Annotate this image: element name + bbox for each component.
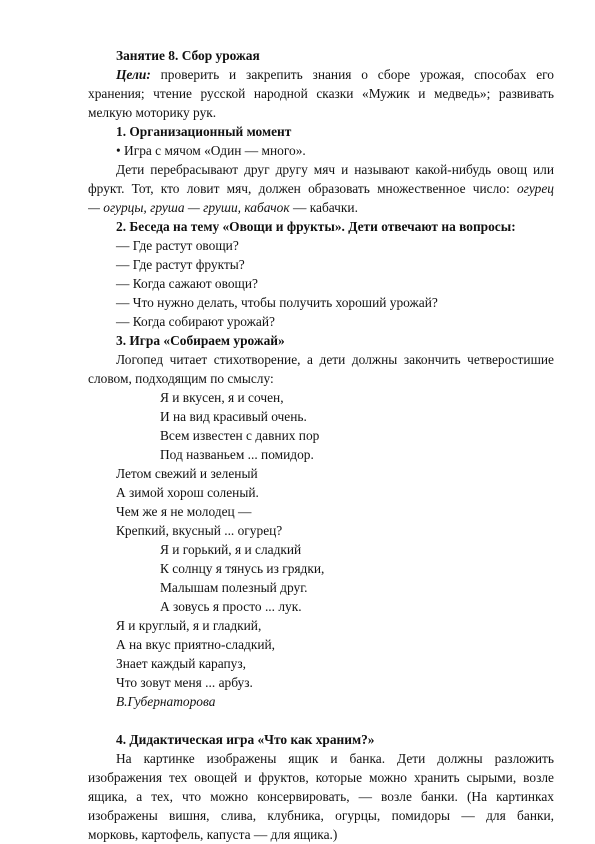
poem-intro-1: Логопед читает стихотворение, а дети должны закончить четверостишие (116, 352, 554, 367)
poem-line: Что зовут меня ... арбуз. (116, 675, 253, 690)
question-item: — Когда собирают урожай? (116, 314, 275, 329)
poem-author: В.Губернаторова (116, 694, 216, 709)
ball-game-text-2-start: фрукт. Тот, кто ловит мяч, должен образовать множественное число: (88, 181, 517, 196)
example-words: — огурцы, груша — груши, кабачок (88, 200, 290, 215)
section-4-text-5: морковь, картофель, капуста — для ящика.) (88, 827, 338, 842)
ball-game-text-1: Дети перебрасывают друг другу мяч и называют какой-нибудь овощ или (116, 162, 554, 177)
example-word: огурец (516, 181, 554, 196)
poem-line: К солнцу я тянусь из грядки, (160, 561, 325, 576)
poem-line: А на вкус приятно-сладкий, (116, 637, 276, 652)
spacer (88, 711, 554, 730)
ball-game-title: • Игра с мячом «Один — много». (116, 143, 306, 158)
poem-line: Летом свежий и зеленый (116, 466, 258, 481)
ball-game-text-2 (88, 179, 554, 198)
goals-line-1 (88, 65, 554, 84)
section-4-text-3: ящика, а тех, что можно консервировать, — возле банки. (На картинках (88, 789, 554, 804)
poem-line: Знает каждый карапуз, (116, 656, 246, 671)
lesson-title: Занятие 8. Сбор урожая (116, 48, 260, 63)
section-3-heading: 3. Игра «Собираем урожай» (116, 333, 285, 348)
section-1-heading: 1. Организационный момент (116, 124, 292, 139)
poem-line: А зовусь я просто ... лук. (160, 599, 302, 614)
question-item: — Что нужно делать, чтобы получить хороший урожай? (116, 295, 438, 310)
question-item: — Где растут фрукты? (116, 257, 245, 272)
goals-label: Цели: (116, 67, 151, 82)
poem-line: Крепкий, вкусный ... огурец? (116, 523, 283, 538)
poem-line: Чем же я не молодец — (116, 504, 252, 519)
poem-line: Я и вкусен, я и сочен, (160, 390, 284, 405)
poem-intro-2: словом, подходящим по смыслу: (88, 371, 274, 386)
section-4-text-4: изображены вишня, слива, клубника, огурцы, помидоры — для банки, (88, 808, 554, 823)
section-4-text-2: изображения тех овощей и фруктов, которые можно хранить сырыми, возле (88, 770, 554, 785)
poem-line: Малышам полезный друг. (160, 580, 308, 595)
goals-line-3: мелкую моторику рук. (88, 105, 217, 120)
poem-line: Я и горький, я и сладкий (160, 542, 302, 557)
ball-game-text-3 (88, 198, 554, 217)
poem-line: Под названьем ... помидор. (160, 447, 314, 462)
goals-line-2: хранения; чтение русской народной сказки «Мужик и медведь»; развивать (88, 86, 554, 101)
goals-text: проверить и закрепить знания о сборе урожая, способах его (150, 67, 554, 82)
question-item: — Когда сажают овощи? (116, 276, 258, 291)
poem-line: Я и круглый, я и гладкий, (116, 618, 262, 633)
poem-line: А зимой хорош соленый. (116, 485, 259, 500)
example-end: — кабачки. (289, 200, 358, 215)
question-item: — Где растут овощи? (116, 238, 239, 253)
section-2-heading: 2. Беседа на тему «Овощи и фрукты». Дети отвечают на вопросы: (116, 219, 516, 234)
poem-line: И на вид красивый очень. (160, 409, 307, 424)
section-4-heading: 4. Дидактическая игра «Что как храним?» (116, 732, 375, 747)
section-4-text-1: На картинке изображены ящик и банка. Дети должны разложить (116, 751, 554, 766)
lesson-content (88, 46, 554, 844)
poem-line: Всем известен с давних пор (160, 428, 320, 443)
